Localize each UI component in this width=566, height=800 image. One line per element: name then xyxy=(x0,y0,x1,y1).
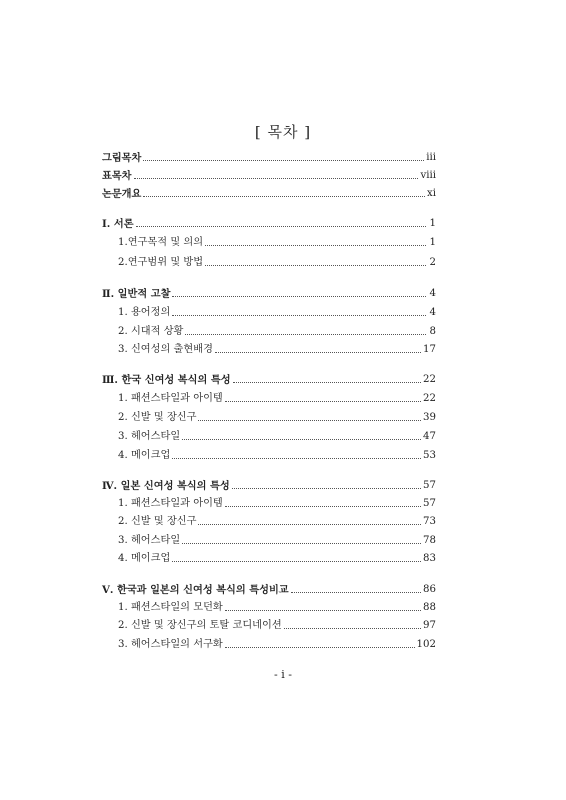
toc-entry-label: 1. 패션스타일과 아이템 xyxy=(118,498,223,509)
toc-entry-page: 73 xyxy=(423,516,436,527)
toc-entry-page: 2 xyxy=(429,257,436,268)
toc-entry-page: 102 xyxy=(416,639,436,650)
toc-entry-label: 1.연구목적 및 의의 xyxy=(118,237,204,248)
toc-entry-label: 2. 신발 및 장신구 xyxy=(118,412,197,423)
toc-entry-label: 1. 용어정의 xyxy=(118,307,171,318)
dot-leader xyxy=(205,245,426,246)
toc-entry-page: 53 xyxy=(423,450,436,461)
toc-entry-page: 39 xyxy=(423,412,436,423)
dot-leader xyxy=(172,315,426,316)
dot-leader xyxy=(233,382,421,383)
toc-section xyxy=(102,150,436,164)
toc-section xyxy=(102,582,436,596)
toc-entry-page: 1 xyxy=(429,237,436,248)
toc-subsection xyxy=(102,618,436,632)
toc-entry-label: 1. 패션스타일의 모던화 xyxy=(118,602,223,613)
toc-subsection xyxy=(102,448,436,462)
toc-entry-page: 8 xyxy=(429,326,436,337)
toc-subsection xyxy=(102,410,436,424)
toc-entry-label: 3. 헤어스타일 xyxy=(118,431,181,442)
toc-entry-label: 4. 메이크업 xyxy=(118,553,171,564)
dot-leader xyxy=(232,488,421,489)
toc-entry-label: 2. 시대적 상황 xyxy=(118,326,184,337)
dot-leader xyxy=(198,420,421,421)
toc-entry-page: xi xyxy=(426,188,436,199)
dot-leader xyxy=(172,561,421,562)
toc-entry-page: 4 xyxy=(429,307,436,318)
dot-leader xyxy=(172,296,426,297)
toc-entry-page: iii xyxy=(426,152,436,163)
toc-entry-page: 47 xyxy=(423,431,436,442)
toc-entry-page: 78 xyxy=(423,535,436,546)
toc-entry-page: 17 xyxy=(423,344,436,355)
dot-leader xyxy=(185,334,426,335)
dot-leader xyxy=(205,265,426,266)
toc-entry-page: 57 xyxy=(423,498,436,509)
dot-leader xyxy=(284,628,421,629)
toc-subsection xyxy=(102,637,436,651)
toc-subsection xyxy=(102,533,436,547)
dot-leader xyxy=(225,647,415,648)
toc-entry-label: 3. 신여성의 출현배경 xyxy=(118,344,213,355)
toc-entry-page: 86 xyxy=(423,584,436,595)
toc-section xyxy=(102,372,436,386)
dot-leader xyxy=(215,352,421,353)
dot-leader xyxy=(225,401,421,402)
toc-section xyxy=(102,168,436,182)
toc-subsection xyxy=(102,551,436,565)
toc-subsection xyxy=(102,514,436,528)
toc-section xyxy=(102,478,436,492)
dot-leader xyxy=(225,610,421,611)
toc-section xyxy=(102,186,436,200)
toc-subsection xyxy=(102,342,436,356)
toc-subsection xyxy=(102,600,436,614)
toc-subsection xyxy=(102,324,436,338)
dot-leader xyxy=(198,524,421,525)
dot-leader xyxy=(136,226,426,227)
toc-entry-label: 2.연구범위 및 방법 xyxy=(118,257,204,268)
dot-leader xyxy=(182,543,421,544)
toc-entry-label: 4. 메이크업 xyxy=(118,450,171,461)
toc-entry-page: 22 xyxy=(423,393,436,404)
toc-entry-label: 표목차 xyxy=(102,170,132,182)
toc-subsection xyxy=(102,305,436,319)
dot-leader xyxy=(172,458,421,459)
toc-title: [ 목차 ] xyxy=(254,123,312,141)
toc-entry-label: 2. 신발 및 장신구 xyxy=(118,516,197,527)
toc-entry-label: Ⅳ. 일본 신여성 복식의 특성 xyxy=(102,480,230,492)
toc-subsection xyxy=(102,496,436,510)
toc-entry-label: 2. 신발 및 장신구의 토탈 코디네이션 xyxy=(118,620,282,631)
toc-subsection xyxy=(102,235,436,249)
toc-entry-label: 1. 패션스타일과 아이템 xyxy=(118,393,223,404)
toc-entry-page: 22 xyxy=(423,374,436,385)
dot-leader xyxy=(225,506,421,507)
toc-section xyxy=(102,216,436,230)
toc-entry-page: viii xyxy=(420,170,436,181)
dot-leader xyxy=(291,592,421,593)
toc-subsection xyxy=(102,391,436,405)
toc-entry-page: 57 xyxy=(423,480,436,491)
toc-entry-page: 1 xyxy=(429,218,436,229)
toc-entry-label: 논문개요 xyxy=(102,188,142,200)
toc-entry-label: Ⅲ. 한국 신여성 복식의 특성 xyxy=(102,374,231,386)
toc-entry-label: 3. 헤어스타일 xyxy=(118,535,181,546)
dot-leader xyxy=(143,196,425,197)
dot-leader xyxy=(134,178,419,179)
toc-entry-page: 83 xyxy=(423,553,436,564)
toc-subsection xyxy=(102,255,436,269)
page-number: - i - xyxy=(274,668,292,681)
toc-entry-label: Ⅴ. 한국과 일본의 신여성 복식의 특성비교 xyxy=(102,584,289,596)
toc-entry-label: Ⅰ. 서론 xyxy=(102,218,134,230)
toc-entry-label: 그림목차 xyxy=(102,152,142,164)
toc-entry-label: 3. 헤어스타일의 서구화 xyxy=(118,639,223,650)
dot-leader xyxy=(143,160,424,161)
toc-section xyxy=(102,286,436,300)
dot-leader xyxy=(182,439,421,440)
toc-entry-page: 97 xyxy=(423,620,436,631)
toc-entry-page: 4 xyxy=(429,288,436,299)
toc-subsection xyxy=(102,429,436,443)
toc-entry-label: Ⅱ. 일반적 고찰 xyxy=(102,288,171,300)
toc-entry-page: 88 xyxy=(423,602,436,613)
